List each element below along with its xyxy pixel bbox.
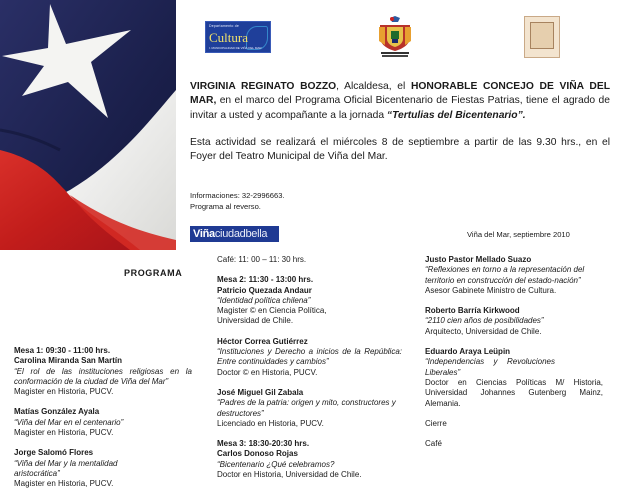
council-name: HONORABLE CONCEJO DE VIÑA DEL MAR, (190, 81, 610, 107)
archivo-historico-logo (524, 16, 560, 58)
speaker-credential: Magister en Historia, PUCV. (14, 479, 114, 489)
speaker-credential: Doctor en Ciencias Políticas M/ Historia, Universidad Johannes Gutenberg Mainz, Alemania. (425, 377, 603, 408)
speaker-credential: Doctor © en Historia, PUCV. (217, 367, 318, 377)
speaker-name: Justo Pastor Mellado Suazo (425, 255, 532, 264)
session-header: Mesa 1: 09:30 - 11:00 hrs. (14, 346, 111, 355)
speaker-credential: Magister en Historia, PUCV. (14, 428, 114, 438)
cultura-logo-bottom-text: I. MUNICIPALIDAD DE VIÑA DEL MAR (209, 46, 262, 50)
programa-entry (425, 306, 615, 337)
speaker-credential: Magister en Historia, PUCV. (14, 387, 114, 397)
closing: Cierre (425, 418, 447, 428)
cultura-logo (205, 21, 271, 53)
contact-info (190, 190, 285, 212)
speaker-name: Carolina Miranda San Martín (14, 356, 123, 366)
programa-entry (425, 255, 615, 296)
speaker-name: Carlos Donoso Rojas (217, 449, 298, 459)
municipality-crest-logo (376, 15, 414, 59)
programa-entry (425, 347, 615, 409)
invitation-text (190, 80, 610, 164)
event-name: “Tertulias del Bicentenario”. (386, 109, 526, 121)
programa-entry (217, 275, 402, 326)
talk-title: “Instituciones y Derecho a inicios de la República: Entre continuidades y cambios” (217, 347, 402, 367)
place-date: Viña del Mar, septiembre 2010 (467, 230, 570, 239)
speaker-credential: Licenciado en Historia, PUCV. (217, 418, 324, 428)
cultura-logo-top-text: Departamento de (209, 24, 240, 28)
talk-title: “Reflexiones en torno a la representación del territorio en construcción del estado-nación” (425, 265, 585, 285)
programa-column-3 (425, 255, 615, 459)
coffee-break: Café: 11: 00 – 11: 30 hrs. (217, 255, 307, 264)
archivo-map-image (530, 22, 554, 49)
phone-line: Informaciones: 32-2996663. (190, 191, 285, 200)
reverse-note: Programa al reverso. (190, 202, 261, 211)
talk-title: “Padres de la patria: origen y mito, constructores y destructores” (217, 398, 396, 418)
talk-title: “Viña del Mar y la mentalidad aristocrática” (14, 458, 118, 478)
invitation-paragraph-2: Esta actividad se realizará el miércoles 8 de septiembre a partir de las 9.30 hrs., en el Foyer del Teatro Municipal de Viña del Mar. (190, 136, 610, 163)
vina-ciudad-bella-logo (190, 226, 279, 242)
speaker-name: Patricio Quezada Andaur (217, 285, 312, 295)
programa-entry (425, 419, 615, 429)
talk-title: “2110 cien años de posibilidades” (425, 316, 544, 326)
programa-entry (217, 388, 402, 429)
programa-entry (217, 255, 402, 265)
host-role: , Alcaldesa, el (336, 81, 411, 92)
talk-title: “El rol de las instituciones religiosas en la conformación de la ciudad de Viña del Mar” (14, 366, 192, 386)
brand-light-text: ciudadbella (214, 228, 268, 240)
invitation-paragraph-1 (190, 80, 610, 123)
speaker-credential: Asesor Gabinete Ministro de Cultura. (425, 285, 557, 295)
chilean-flag-image (0, 0, 176, 250)
programa-column-1 (14, 346, 192, 496)
programa-column-2 (217, 255, 402, 490)
programa-entry (217, 439, 402, 480)
speaker-name: Héctor Correa Gutiérrez (217, 336, 308, 346)
programa-entry (217, 337, 402, 378)
programa-entry (14, 407, 192, 438)
talk-title: “Viña del Mar en el centenario” (14, 417, 124, 427)
programa-entry (14, 448, 192, 489)
speaker-name: José Miguel Gil Zabala (217, 387, 304, 397)
session-header: Mesa 3: 18:30-20:30 hrs. (217, 439, 310, 449)
closing-coffee: Café (425, 439, 442, 449)
speaker-credential: Arquitecto, Universidad de Chile. (425, 326, 542, 336)
speaker-name: Eduardo Araya Leüpin (425, 347, 511, 357)
talk-title: “Identidad política chilena” (217, 295, 311, 305)
speaker-name: Jorge Salomó Flores (14, 448, 94, 458)
session-header: Mesa 2: 11:30 - 13:00 hrs. (217, 275, 314, 285)
cultura-logo-name: Cultura (209, 30, 248, 45)
speaker-credential: Doctor en Historia, Universidad de Chile. (217, 470, 362, 480)
programa-entry (14, 346, 192, 397)
host-name: VIRGINIA REGINATO BOZZO (190, 81, 337, 92)
speaker-name: Matías González Ayala (14, 407, 100, 417)
brand-bold-text: Viña (193, 228, 215, 240)
speaker-name: Roberto Barría Kirkwood (425, 306, 520, 316)
talk-title: “Bicentenario ¿Qué celebramos? (217, 459, 335, 469)
invitation-body: en el marco del Programa Oficial Bicentenario de Fiestas Patrias, tiene el agrado de invitar a usted y acompañante a la jornada (190, 95, 610, 121)
coat-of-arms-icon (376, 15, 414, 59)
programa-title: PROGRAMA (124, 268, 183, 278)
speaker-credential: Magister © en Ciencia Política, Universidad de Chile. (217, 306, 327, 326)
talk-title: “Independencias y Revoluciones Liberales” (425, 357, 555, 377)
programa-entry (425, 439, 615, 449)
